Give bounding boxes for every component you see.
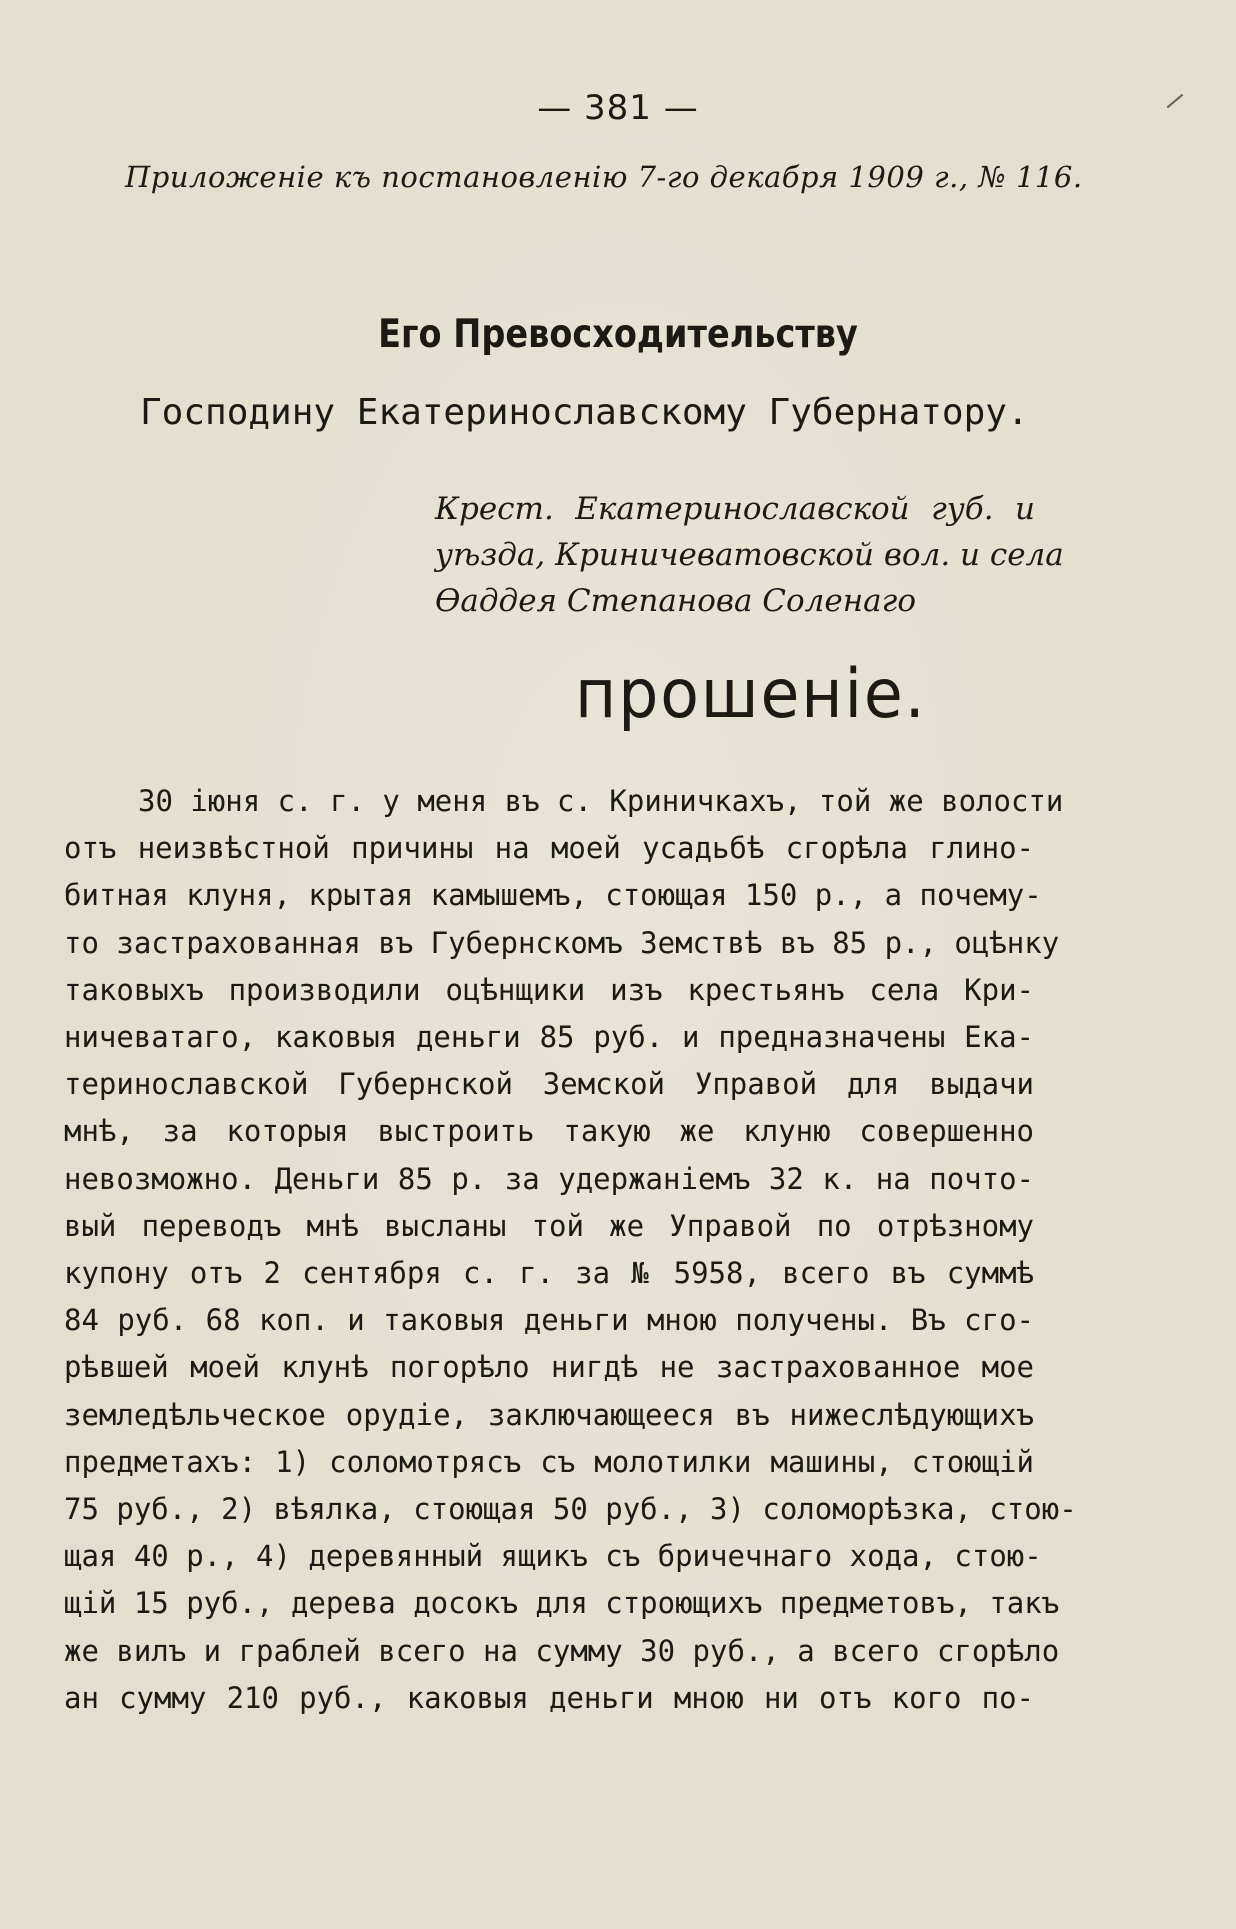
sender-line: уѣзда, Криничеватовской вол. и села <box>435 537 1064 573</box>
sender-block <box>435 486 1064 624</box>
body-line: предметахъ: 1) соломотрясъ съ молотилки машины, стоющiй <box>64 1444 1034 1479</box>
body-line: теринославской Губернской Земской Управой для выдачи <box>64 1067 1034 1102</box>
body-line: щiй 15 руб., дерева досокъ для строющихъ предметовъ, такъ <box>64 1586 1060 1621</box>
appendix-note: Приложенiе къ постановленiю 7-го декабря 1909 г., № 116. <box>125 160 1083 194</box>
body-line: купону отъ 2 сентября с. г. за № 5958, всего въ суммѣ <box>64 1256 1034 1291</box>
body-line: ничеватаго, каковыя деньги 85 руб. и предназначены Ека- <box>64 1020 1034 1055</box>
body-line: 84 руб. 68 коп. и таковыя деньги мною получены. Въ сго- <box>64 1303 1034 1338</box>
body-line: невозможно. Деньги 85 р. за удержанiемъ 32 к. на почто- <box>64 1161 1034 1196</box>
body-line: мнѣ, за которыя выстроить такую же клуню совершенно <box>64 1114 1034 1149</box>
body-line: рѣвшей моей клунѣ погорѣло нигдѣ не застрахованное мое <box>64 1350 1034 1385</box>
body-line: отъ неизвѣстной причины на моей усадьбѣ сгорѣла глино- <box>64 831 1034 866</box>
body-line: 75 руб., 2) вѣялка, стоющая 50 руб., 3) соломорѣзка, стою- <box>64 1492 1077 1527</box>
document-title: прошенiе. <box>575 655 927 734</box>
petition-body <box>64 778 1077 1722</box>
body-line: то застрахованная въ Губернскомъ Земствѣ въ 85 р., оцѣнку <box>64 925 1060 960</box>
body-line: ан сумму 210 руб., каковыя деньги мною ни отъ кого по- <box>64 1680 1034 1715</box>
page-number: — 381 — <box>537 88 699 128</box>
body-line: же вилъ и граблей всего на сумму 30 руб., а всего сгорѣло <box>64 1633 1060 1668</box>
body-line: таковыхъ производили оцѣнщики изъ крестьянъ села Кри- <box>64 972 1034 1007</box>
body-line: 30 iюня с. г. у меня въ с. Криничкахъ, той же волости <box>138 784 1064 818</box>
body-line: битная клуня, крытая камышемъ, стоющая 150 р., а почему- <box>64 878 1042 913</box>
sender-line: Ѳаддея Степанова Соленаго <box>435 583 916 619</box>
sender-line: Крест. Екатеринославской губ. и <box>435 491 1035 527</box>
body-line: земледѣльческое орудiе, заключающееся въ нижеслѣдующихъ <box>64 1397 1034 1432</box>
addressee-title: Его Превосходительству <box>378 312 858 357</box>
addressee-name: Господину Екатеринославскому Губернатору. <box>140 392 1029 433</box>
body-line: щая 40 р., 4) деревянный ящикъ съ бричечнаго хода, стою- <box>64 1539 1042 1574</box>
body-line: вый переводъ мнѣ высланы той же Управой по отрѣзному <box>64 1208 1034 1243</box>
